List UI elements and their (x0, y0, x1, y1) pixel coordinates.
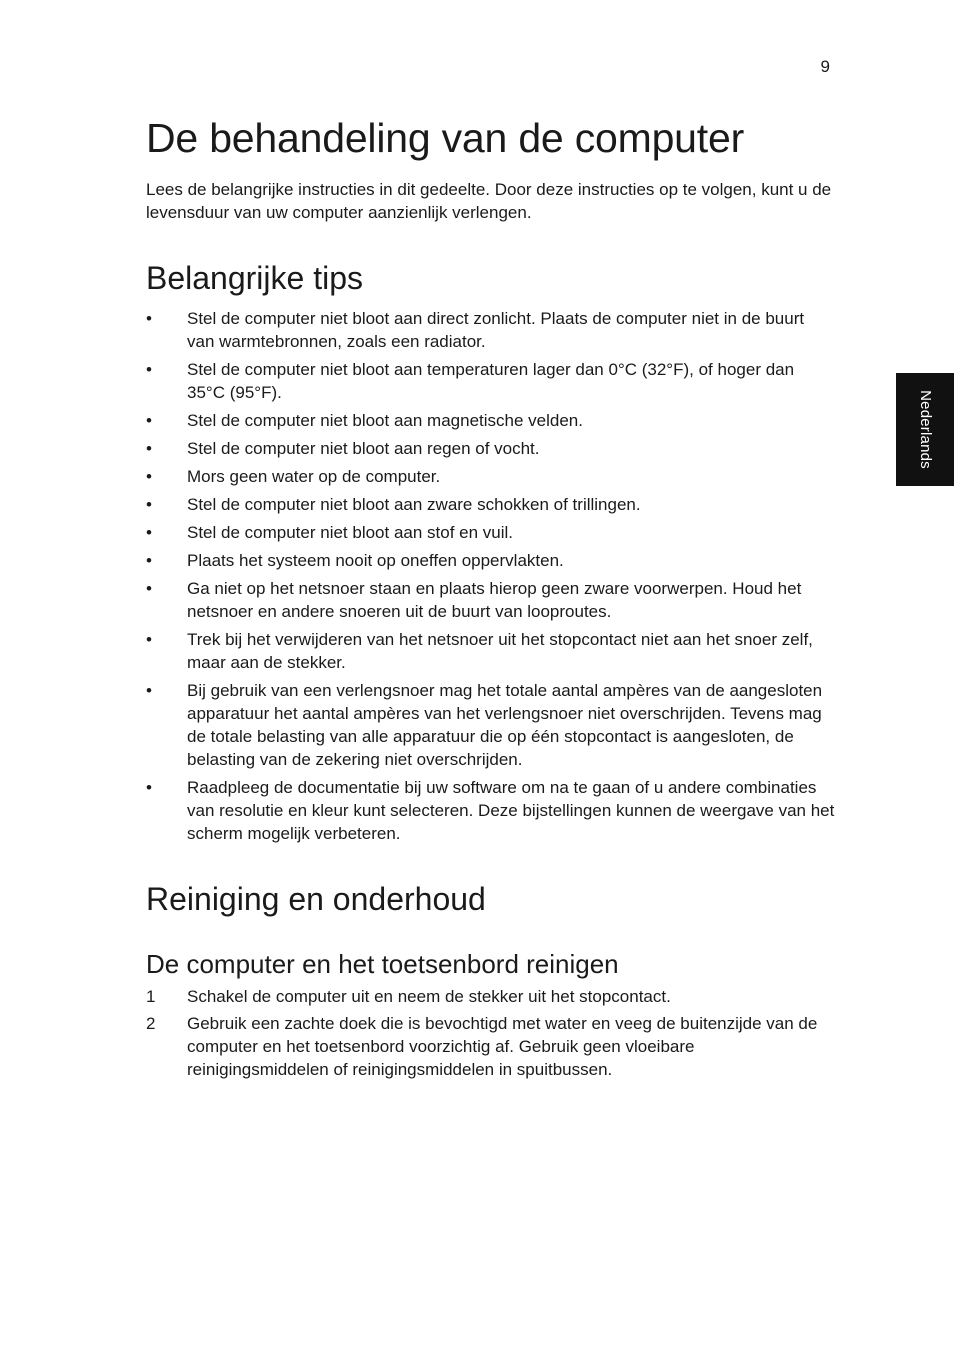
bullet: • (146, 523, 152, 542)
page-title: De behandeling van de computer (146, 115, 745, 161)
language-side-tab-label: Nederlands (916, 390, 934, 469)
intro-paragraph: Lees de belangrijke instructies in dit gedeelte. Door deze instructies op te volgen, kunt u de levensduur van uw computer aanzienlijk verlengen. (146, 180, 832, 222)
tip-text: Stel de computer niet bloot aan regen of vocht. (187, 439, 540, 458)
tip-text: Raadpleeg de documentatie bij uw software om na te gaan of u andere combinaties van resolutie en kleur kunt selecteren. Deze bijstellingen kunnen de weergave van het scherm mogelijk verbeteren. (187, 778, 835, 843)
tip-item (146, 776, 836, 845)
tips-heading: Belangrijke tips (146, 260, 363, 296)
step-text: Schakel de computer uit en neem de stekker uit het stopcontact. (187, 987, 671, 1006)
tip-text: Ga niet op het netsnoer staan en plaats hierop geen zware voorwerpen. Houd het netsnoer en andere snoeren uit de buurt van looproutes. (187, 579, 802, 621)
tip-item (146, 628, 836, 674)
step-item (146, 985, 836, 1008)
tip-text: Stel de computer niet bloot aan zware schokken of trillingen. (187, 495, 641, 514)
tip-item (146, 465, 836, 488)
tip-item (146, 577, 836, 623)
step-item (146, 1012, 836, 1081)
bullet: • (146, 681, 152, 700)
bullet: • (146, 360, 152, 379)
bullet: • (146, 579, 152, 598)
bullet: • (146, 439, 152, 458)
bullet: • (146, 630, 152, 649)
tip-item (146, 437, 836, 460)
tip-item (146, 521, 836, 544)
tip-text: Plaats het systeem nooit op oneffen oppervlakten. (187, 551, 564, 570)
step-text: Gebruik een zachte doek die is bevochtigd met water en veeg de buitenzijde van de computer en het toetsenbord voorzichtig af. Gebruik geen vloeibare reinigingsmiddelen of reinigingsmiddelen in spuitbussen. (187, 1014, 818, 1079)
page-content (146, 110, 836, 1085)
cleaning-subheading: De computer en het toetsenbord reinigen (146, 949, 619, 979)
step-number: 2 (146, 1014, 156, 1033)
step-number: 1 (146, 987, 156, 1006)
language-side-tab (896, 373, 954, 486)
bullet: • (146, 309, 152, 328)
tips-list (146, 307, 836, 845)
bullet: • (146, 411, 152, 430)
tip-text: Stel de computer niet bloot aan stof en vuil. (187, 523, 514, 542)
tip-text: Mors geen water op de computer. (187, 467, 441, 486)
bullet: • (146, 495, 152, 514)
tip-text: Stel de computer niet bloot aan temperaturen lager dan 0°C (32°F), of hoger dan 35°C (95°F). (187, 360, 795, 402)
tip-item (146, 307, 836, 353)
tip-text: Bij gebruik van een verlengsnoer mag het totale aantal ampères van de aangesloten apparatuur het aantal ampères van het verlengsnoer niet overschrijden. Tevens mag de totale belasting van alle apparatuur die op één stopcontact is aangesloten, de belasting van de zekering niet overschrijden. (187, 681, 823, 769)
tip-text: Stel de computer niet bloot aan magnetische velden. (187, 411, 583, 430)
tip-text: Stel de computer niet bloot aan direct zonlicht. Plaats de computer niet in de buurt van warmtebronnen, zoals een radiator. (187, 309, 805, 351)
tip-item (146, 679, 836, 771)
bullet: • (146, 551, 152, 570)
tip-item (146, 493, 836, 516)
page-number: 9 (820, 57, 830, 76)
cleaning-steps-list (146, 985, 836, 1081)
tip-item (146, 358, 836, 404)
tip-item (146, 549, 836, 572)
bullet: • (146, 778, 152, 797)
cleaning-heading: Reiniging en onderhoud (146, 881, 486, 917)
bullet: • (146, 467, 152, 486)
tip-item (146, 409, 836, 432)
tip-text: Trek bij het verwijderen van het netsnoer uit het stopcontact niet aan het snoer zelf, maar aan de stekker. (187, 630, 813, 672)
